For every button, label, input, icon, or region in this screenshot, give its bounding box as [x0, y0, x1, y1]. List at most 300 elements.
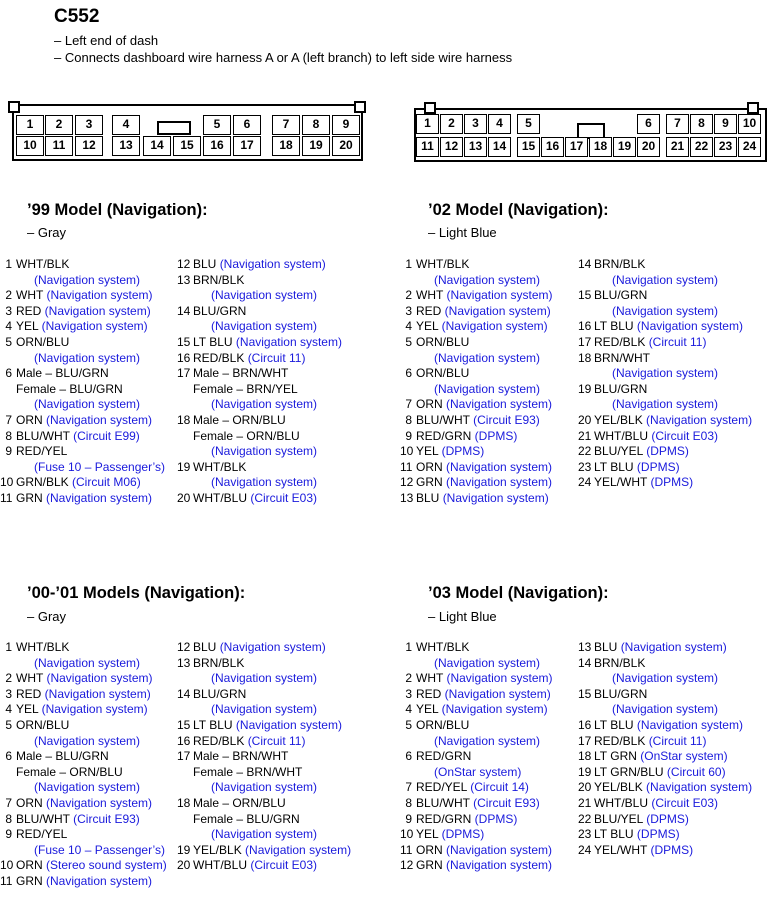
wire-line — [16, 749, 167, 765]
pin-entry — [400, 413, 552, 429]
circuit-reference: (Navigation system) — [612, 671, 719, 686]
pin-number: 7 — [5, 795, 12, 810]
pin-number: 2 — [405, 671, 412, 686]
wire-line — [594, 475, 752, 491]
wire-color: BLU/GRN — [594, 686, 648, 701]
pin-cell: 10 — [16, 136, 44, 156]
circuit-reference: (Navigation system) — [245, 842, 352, 857]
pin-cell: 9 — [714, 114, 737, 134]
pin-number: 4 — [405, 702, 412, 717]
wire-line — [594, 397, 752, 413]
wire-line — [193, 640, 351, 656]
pin-entry — [400, 640, 552, 671]
wire-color: RED/GRN — [416, 428, 475, 443]
pin-entry — [400, 366, 552, 397]
wire-line — [16, 765, 167, 781]
circuit-reference: (Circuit 11) — [247, 350, 306, 365]
wire-color: BLU/WHT — [16, 811, 74, 826]
wire-line — [16, 874, 167, 890]
wire-color: WHT — [416, 671, 447, 686]
wire-line — [16, 843, 167, 859]
circuit-reference: (Circuit E03) — [250, 858, 318, 873]
wire-color: ORN — [416, 459, 446, 474]
pin-list-column — [0, 640, 167, 890]
pin-list-column — [0, 257, 165, 507]
circuit-reference: (Navigation system) — [211, 475, 318, 490]
circuit-reference: (Circuit E93) — [73, 811, 140, 826]
pin-entry — [400, 475, 552, 491]
wire-line — [416, 827, 552, 843]
pin-entry — [177, 460, 342, 491]
wire-line — [16, 288, 165, 304]
pin-entry — [0, 671, 167, 687]
pin-entry — [400, 444, 552, 460]
pin-entry — [0, 413, 165, 429]
wire-line — [193, 491, 342, 507]
wire-line — [594, 796, 752, 812]
wire-color: Male – ORN/BLU — [193, 795, 286, 810]
wire-color: YEL — [416, 319, 442, 334]
pin-entry — [400, 304, 552, 320]
pin-entry — [177, 843, 351, 859]
circuit-reference: (Navigation system) — [211, 780, 318, 795]
circuit-reference: (Navigation system) — [446, 397, 553, 412]
pin-number: 3 — [5, 686, 12, 701]
pin-number: 1 — [5, 257, 12, 271]
pin-number: 16 — [177, 733, 191, 748]
wire-line — [16, 687, 167, 703]
pin-cell: 6 — [637, 114, 660, 134]
pin-cell: 11 — [45, 136, 73, 156]
pin-cell: 1 — [16, 115, 44, 135]
pin-list-column — [400, 257, 552, 507]
wire-line — [16, 257, 165, 273]
circuit-reference: (Circuit M06) — [72, 475, 141, 490]
pin-cell: 7 — [272, 115, 300, 135]
circuit-reference: (Navigation system) — [34, 780, 141, 795]
pin-number: 10 — [400, 444, 414, 459]
circuit-reference: (DPMS) — [474, 811, 518, 826]
pin-entry — [0, 718, 167, 749]
wire-line — [594, 671, 752, 687]
wire-color: ORN/BLU — [16, 334, 70, 349]
wire-line — [594, 335, 752, 351]
wire-color: YEL/BLK — [594, 412, 647, 427]
circuit-reference: (Navigation system) — [46, 795, 153, 810]
wire-color: LT BLU — [193, 717, 236, 732]
pin-number: 12 — [177, 257, 191, 271]
pin-entry — [0, 702, 167, 718]
wire-line — [16, 671, 167, 687]
wire-color: RED — [416, 686, 445, 701]
wire-color: BLU — [193, 640, 220, 654]
pin-number: 5 — [405, 717, 412, 732]
circuit-reference: (DPMS) — [646, 444, 689, 459]
pin-cell: 18 — [589, 137, 612, 157]
pin-entry — [0, 812, 167, 828]
pin-cell: 4 — [488, 114, 511, 134]
pin-entry — [578, 765, 752, 781]
pin-number: 1 — [405, 257, 412, 271]
pin-entry — [578, 319, 752, 335]
pin-entry — [400, 858, 552, 874]
pin-cell: 17 — [565, 137, 588, 157]
pin-entry — [0, 444, 165, 475]
circuit-reference: (Navigation system) — [211, 397, 318, 412]
wire-color: RED/BLK — [193, 350, 248, 365]
wire-color: Female – ORN/BLU — [193, 428, 300, 443]
wire-line — [416, 475, 552, 491]
wire-color: RED/YEL — [16, 827, 68, 842]
circuit-reference: (Circuit E03) — [651, 795, 719, 810]
wire-color: YEL — [16, 319, 42, 334]
pin-entry — [578, 687, 752, 718]
pin-number: 18 — [578, 350, 592, 365]
wire-color: LT BLU — [594, 827, 637, 842]
pin-cell: 18 — [272, 136, 300, 156]
circuit-reference: (Circuit E03) — [250, 490, 318, 505]
pin-entry — [400, 460, 552, 476]
circuit-reference: (Circuit E99) — [73, 428, 140, 443]
pin-entry — [578, 656, 752, 687]
pin-entry — [0, 304, 165, 320]
wire-line — [193, 812, 351, 828]
circuit-reference: (Navigation system) — [211, 319, 318, 334]
pin-cell: 15 — [517, 137, 540, 157]
wire-color: BLU/GRN — [193, 303, 247, 318]
wire-color: ORN — [16, 858, 46, 873]
wire-color: ORN — [16, 795, 46, 810]
connector-latch — [424, 102, 436, 114]
wire-color: YEL/WHT — [594, 842, 651, 857]
pin-number: 11 — [400, 842, 413, 857]
pin-entry — [578, 335, 752, 351]
pin-entry — [578, 460, 752, 476]
wire-line — [193, 749, 351, 765]
pin-entry — [578, 749, 752, 765]
circuit-reference: (DPMS) — [474, 428, 518, 443]
pin-number: 4 — [5, 702, 12, 717]
pin-cell: 10 — [738, 114, 761, 134]
circuit-reference: (Navigation system) — [612, 366, 719, 381]
wire-line — [416, 460, 552, 476]
wire-line — [416, 288, 552, 304]
circuit-reference: (Navigation system) — [446, 842, 553, 857]
wire-color: Female – BLU/GRN — [16, 381, 123, 396]
wire-line — [594, 444, 752, 460]
circuit-reference: (Navigation system) — [41, 702, 148, 717]
wire-line — [16, 475, 165, 491]
pin-cell: 7 — [666, 114, 689, 134]
circuit-reference: (Navigation system) — [612, 272, 719, 287]
pin-number: 6 — [5, 366, 12, 381]
pin-number: 21 — [578, 795, 592, 810]
pin-list-column — [578, 257, 752, 491]
pin-entry — [177, 257, 342, 273]
circuit-reference: (OnStar system) — [434, 764, 522, 779]
wire-color: ORN/BLU — [416, 717, 470, 732]
pin-entry — [578, 413, 752, 429]
pin-number: 5 — [5, 334, 12, 349]
wire-line — [16, 702, 167, 718]
circuit-reference: (Navigation system) — [211, 827, 318, 842]
circuit-reference: (DPMS) — [441, 827, 485, 842]
wire-line — [16, 304, 165, 320]
pin-cell: 4 — [112, 115, 140, 135]
pin-entry — [177, 734, 351, 750]
pin-list-column — [578, 640, 752, 858]
pin-cell: 21 — [666, 137, 689, 157]
wire-line — [193, 687, 351, 703]
wire-color: WHT/BLU — [594, 428, 652, 443]
pin-entry — [177, 335, 342, 351]
wire-line — [193, 843, 351, 859]
pin-entry — [578, 475, 752, 491]
pin-cell: 5 — [517, 114, 540, 134]
circuit-reference: (Circuit E03) — [651, 428, 719, 443]
wire-color: WHT — [16, 288, 47, 303]
pin-cell: 12 — [440, 137, 463, 157]
wire-line — [594, 780, 752, 796]
pin-list-column — [177, 640, 351, 874]
pin-entry — [177, 304, 342, 335]
wire-line — [416, 671, 552, 687]
wire-color: BRN/WHT — [594, 350, 650, 365]
wire-color: WHT/BLK — [416, 640, 470, 654]
wire-line — [16, 460, 165, 476]
pin-cell: 14 — [143, 136, 171, 156]
wire-line — [193, 397, 342, 413]
wire-line — [193, 429, 342, 445]
pin-cell: 13 — [464, 137, 487, 157]
wire-line — [16, 351, 165, 367]
pin-number: 12 — [177, 640, 191, 654]
circuit-reference: (Navigation system) — [211, 671, 318, 686]
wire-color: LT BLU — [594, 717, 637, 732]
circuit-reference: (Navigation system) — [44, 303, 151, 318]
wire-line — [16, 640, 167, 656]
pin-entry — [177, 366, 342, 413]
circuit-reference: (Navigation system) — [446, 858, 553, 873]
wire-line — [193, 273, 342, 289]
wire-line — [594, 257, 752, 273]
pin-number: 8 — [5, 428, 12, 443]
section-title: ’00-’01 Models (Navigation): — [27, 584, 246, 602]
location-line: – Left end of dash — [54, 33, 159, 48]
pin-number: 3 — [405, 303, 412, 318]
wire-line — [193, 382, 342, 398]
pin-number: 18 — [177, 795, 191, 810]
pin-number: 21 — [578, 428, 592, 443]
pin-number: 7 — [405, 397, 412, 412]
pin-number: 1 — [405, 640, 412, 654]
pin-entry — [400, 429, 552, 445]
pin-number: 19 — [177, 459, 191, 474]
pin-entry — [400, 718, 552, 749]
circuit-reference: (Navigation system) — [612, 397, 719, 412]
pin-cell: 14 — [488, 137, 511, 157]
wire-line — [193, 671, 351, 687]
circuit-reference: (Navigation system) — [434, 733, 541, 748]
wire-line — [193, 257, 342, 273]
wire-line — [193, 734, 351, 750]
circuit-reference: (Navigation system) — [46, 873, 153, 888]
section-color: – Light Blue — [428, 225, 497, 240]
pin-cell: 1 — [416, 114, 439, 134]
wire-color: YEL — [16, 702, 42, 717]
pin-number: 23 — [578, 459, 592, 474]
section-title: ’99 Model (Navigation): — [27, 201, 208, 219]
circuit-reference: (Fuse 10 – Passenger’s) — [34, 842, 165, 857]
wire-color: YEL — [416, 444, 442, 459]
circuit-reference: (Circuit 60) — [666, 764, 726, 779]
circuit-reference: (Navigation system) — [646, 412, 753, 427]
pin-number: 4 — [5, 319, 12, 334]
page-title: C552 — [54, 6, 100, 27]
wire-color: ORN/BLU — [416, 366, 470, 381]
circuit-reference: (Navigation system) — [235, 717, 342, 732]
pin-number: 23 — [578, 827, 592, 842]
wire-line — [16, 444, 165, 460]
pin-entry — [400, 796, 552, 812]
circuit-reference: (Navigation system) — [219, 640, 326, 654]
pin-entry — [400, 288, 552, 304]
wire-line — [193, 718, 351, 734]
wire-color: Female – BRN/WHT — [193, 764, 303, 779]
pin-number: 8 — [405, 412, 412, 427]
wire-color: GRN — [416, 858, 446, 873]
pin-entry — [177, 749, 351, 796]
circuit-reference: (Navigation system) — [34, 272, 141, 287]
pin-number: 5 — [405, 334, 412, 349]
wire-line — [594, 656, 752, 672]
pin-cell: 24 — [738, 137, 761, 157]
wire-line — [416, 734, 552, 750]
pin-cell: 15 — [173, 136, 201, 156]
section-color: – Gray — [27, 609, 67, 624]
section-color: – Gray — [27, 225, 67, 240]
wire-line — [193, 656, 351, 672]
wire-color: RED/YEL — [416, 780, 471, 795]
pin-entry — [177, 796, 351, 843]
circuit-reference: (Navigation system) — [441, 319, 548, 334]
pin-entry — [400, 671, 552, 687]
wire-line — [594, 843, 752, 859]
wire-line — [16, 718, 167, 734]
pin-number: 15 — [578, 288, 592, 303]
pin-entry — [177, 351, 342, 367]
pin-entry — [578, 288, 752, 319]
pin-cell: 12 — [75, 136, 103, 156]
pin-number: 19 — [177, 842, 191, 857]
wire-line — [416, 656, 552, 672]
circuit-reference: (Navigation system) — [444, 686, 551, 701]
wire-color: LT BLU — [594, 459, 637, 474]
circuit-reference: (Navigation system) — [41, 319, 148, 334]
pin-cell: 2 — [45, 115, 73, 135]
pin-number: 7 — [5, 412, 12, 427]
wire-line — [416, 796, 552, 812]
pin-entry — [0, 640, 167, 671]
circuit-reference: (Navigation system) — [444, 303, 551, 318]
pin-number: 13 — [177, 655, 191, 670]
pin-entry — [400, 702, 552, 718]
wire-line — [416, 749, 552, 765]
circuit-reference: (Navigation system) — [434, 350, 541, 365]
wire-line — [416, 858, 552, 874]
circuit-reference: (Navigation system) — [446, 671, 553, 686]
wire-line — [193, 765, 351, 781]
wire-line — [193, 304, 342, 320]
wire-line — [594, 366, 752, 382]
pin-number: 16 — [578, 319, 592, 334]
pin-entry — [578, 718, 752, 734]
circuit-reference: (Circuit E93) — [473, 412, 540, 427]
wire-line — [594, 351, 752, 367]
circuit-reference: (Navigation system) — [219, 257, 326, 271]
pin-cell: 13 — [112, 136, 140, 156]
wire-line — [416, 413, 552, 429]
wire-color: BRN/BLK — [594, 257, 646, 271]
circuit-reference: (Navigation system) — [34, 655, 141, 670]
wire-color: GRN/BLK — [16, 475, 73, 490]
wire-color: ORN — [416, 842, 446, 857]
wire-color: YEL/BLK — [594, 780, 647, 795]
pin-cell: 5 — [203, 115, 231, 135]
wire-color: Female – ORN/BLU — [16, 764, 123, 779]
pin-entry — [400, 827, 552, 843]
circuit-reference: (Navigation system) — [612, 702, 719, 717]
wire-line — [416, 491, 552, 507]
circuit-reference: (DPMS) — [441, 444, 485, 459]
circuit-reference: (DPMS) — [646, 811, 689, 826]
pin-entry — [578, 444, 752, 460]
pin-number: 14 — [578, 655, 592, 670]
pin-cell: 22 — [690, 137, 713, 157]
pin-entry — [0, 874, 167, 890]
pin-number: 20 — [578, 412, 592, 427]
circuit-reference: (Navigation system) — [441, 702, 548, 717]
circuit-reference: (Navigation system) — [442, 490, 549, 505]
pin-number: 15 — [177, 334, 191, 349]
wire-line — [16, 382, 165, 398]
wire-color: RED — [16, 303, 45, 318]
pin-number: 16 — [578, 717, 592, 732]
circuit-reference: (Circuit E93) — [473, 795, 540, 810]
pin-entry — [0, 749, 167, 796]
pin-entry — [0, 858, 167, 874]
wire-line — [193, 796, 351, 812]
pin-number: 9 — [5, 444, 12, 459]
wire-line — [16, 429, 165, 445]
circuit-reference: (Navigation system) — [446, 475, 553, 490]
wire-color: WHT/BLU — [594, 795, 652, 810]
wire-line — [416, 780, 552, 796]
wire-line — [16, 413, 165, 429]
wire-color: BLU/YEL — [594, 444, 647, 459]
wire-color: ORN/BLU — [16, 717, 70, 732]
wire-line — [193, 780, 351, 796]
wire-color: LT GRN — [594, 749, 641, 764]
pin-entry — [0, 319, 165, 335]
connection-line: – Connects dashboard wire harness A or A (left branch) to left side wire harness — [54, 50, 513, 65]
circuit-reference: (Navigation system) — [612, 303, 719, 318]
pin-number: 12 — [400, 858, 414, 873]
circuit-reference: (Navigation system) — [34, 733, 141, 748]
wire-line — [594, 304, 752, 320]
pin-cell: 3 — [75, 115, 103, 135]
circuit-reference: (Navigation system) — [46, 490, 153, 505]
